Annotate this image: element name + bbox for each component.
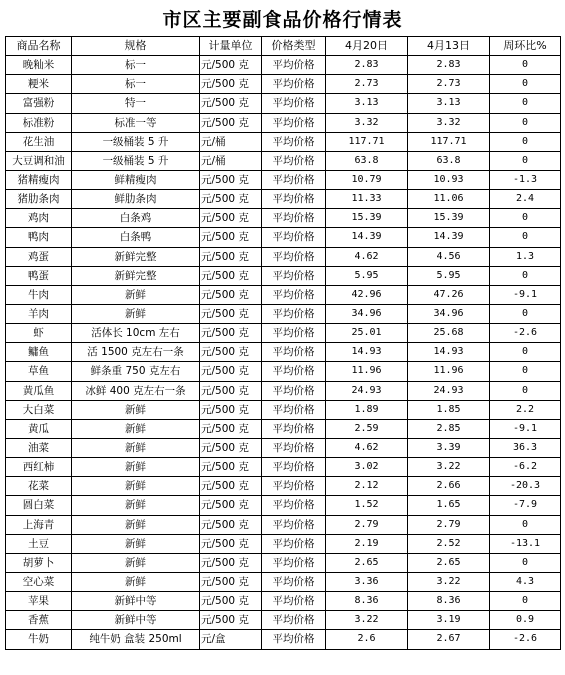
- cell-week-change: 0: [490, 209, 561, 228]
- cell-price-type: 平均价格: [262, 113, 326, 132]
- table-row: [6, 534, 561, 553]
- cell-spec: 新鲜中等: [72, 592, 200, 611]
- cell-unit: 元/500 克: [200, 477, 262, 496]
- cell-price-type: 平均价格: [262, 170, 326, 189]
- cell-price-current: 4.62: [326, 438, 408, 457]
- cell-price-previous: 25.68: [408, 324, 490, 343]
- cell-price-current: 2.79: [326, 515, 408, 534]
- cell-unit: 元/桶: [200, 132, 262, 151]
- cell-product-name: 晚籼米: [6, 56, 72, 75]
- cell-product-name: 花菜: [6, 477, 72, 496]
- cell-spec: 新鲜: [72, 438, 200, 457]
- cell-unit: 元/500 克: [200, 553, 262, 572]
- cell-product-name: 鸡蛋: [6, 247, 72, 266]
- cell-price-previous: 2.83: [408, 56, 490, 75]
- cell-unit: 元/500 克: [200, 438, 262, 457]
- cell-price-previous: 3.19: [408, 611, 490, 630]
- cell-week-change: 0: [490, 592, 561, 611]
- cell-week-change: -2.6: [490, 630, 561, 649]
- cell-spec: 新鲜中等: [72, 611, 200, 630]
- cell-spec: 新鲜: [72, 534, 200, 553]
- table-row: [6, 477, 561, 496]
- cell-price-previous: 4.56: [408, 247, 490, 266]
- cell-price-type: 平均价格: [262, 477, 326, 496]
- cell-product-name: 大白菜: [6, 400, 72, 419]
- cell-spec: 标一: [72, 75, 200, 94]
- cell-unit: 元/500 克: [200, 381, 262, 400]
- cell-unit: 元/500 克: [200, 113, 262, 132]
- cell-price-type: 平均价格: [262, 94, 326, 113]
- cell-unit: 元/盒: [200, 630, 262, 649]
- cell-week-change: 0: [490, 515, 561, 534]
- cell-week-change: 4.3: [490, 572, 561, 591]
- cell-price-previous: 14.39: [408, 228, 490, 247]
- table-header-row: [6, 37, 561, 56]
- cell-price-type: 平均价格: [262, 285, 326, 304]
- cell-price-current: 63.8: [326, 151, 408, 170]
- cell-unit: 元/500 克: [200, 362, 262, 381]
- cell-price-previous: 3.32: [408, 113, 490, 132]
- cell-price-type: 平均价格: [262, 496, 326, 515]
- cell-product-name: 牛肉: [6, 285, 72, 304]
- cell-price-previous: 2.52: [408, 534, 490, 553]
- cell-price-type: 平均价格: [262, 151, 326, 170]
- cell-price-current: 25.01: [326, 324, 408, 343]
- cell-spec: 纯牛奶 盒装 250ml: [72, 630, 200, 649]
- cell-unit: 元/500 克: [200, 209, 262, 228]
- cell-price-previous: 14.93: [408, 343, 490, 362]
- cell-spec: 新鲜: [72, 400, 200, 419]
- cell-unit: 元/500 克: [200, 324, 262, 343]
- cell-week-change: 0: [490, 132, 561, 151]
- cell-product-name: 鳙鱼: [6, 343, 72, 362]
- cell-week-change: -9.1: [490, 419, 561, 438]
- cell-product-name: 香蕉: [6, 611, 72, 630]
- cell-price-type: 平均价格: [262, 343, 326, 362]
- cell-week-change: 0: [490, 381, 561, 400]
- cell-week-change: 0: [490, 56, 561, 75]
- cell-price-previous: 24.93: [408, 381, 490, 400]
- cell-unit: 元/500 克: [200, 285, 262, 304]
- cell-price-current: 2.73: [326, 75, 408, 94]
- cell-price-current: 5.95: [326, 266, 408, 285]
- cell-price-previous: 3.22: [408, 572, 490, 591]
- cell-spec: 一级桶装 5 升: [72, 151, 200, 170]
- cell-unit: 元/500 克: [200, 190, 262, 209]
- cell-unit: 元/500 克: [200, 75, 262, 94]
- cell-price-type: 平均价格: [262, 247, 326, 266]
- cell-unit: 元/500 克: [200, 515, 262, 534]
- cell-product-name: 西红柿: [6, 458, 72, 477]
- cell-price-type: 平均价格: [262, 209, 326, 228]
- cell-week-change: 0: [490, 94, 561, 113]
- cell-price-current: 117.71: [326, 132, 408, 151]
- cell-price-type: 平均价格: [262, 304, 326, 323]
- cell-price-current: 4.62: [326, 247, 408, 266]
- cell-price-previous: 63.8: [408, 151, 490, 170]
- cell-price-previous: 117.71: [408, 132, 490, 151]
- cell-unit: 元/桶: [200, 151, 262, 170]
- cell-price-current: 8.36: [326, 592, 408, 611]
- cell-price-previous: 5.95: [408, 266, 490, 285]
- cell-price-current: 14.93: [326, 343, 408, 362]
- cell-product-name: 黄瓜鱼: [6, 381, 72, 400]
- cell-price-current: 10.79: [326, 170, 408, 189]
- header-unit: 计量单位: [200, 37, 262, 56]
- cell-spec: 特一: [72, 94, 200, 113]
- cell-unit: 元/500 克: [200, 228, 262, 247]
- cell-spec: 新鲜: [72, 304, 200, 323]
- cell-price-previous: 2.73: [408, 75, 490, 94]
- cell-price-previous: 3.39: [408, 438, 490, 457]
- table-row: [6, 304, 561, 323]
- table-row: [6, 343, 561, 362]
- table-row: [6, 630, 561, 649]
- table-row: [6, 170, 561, 189]
- table-row: [6, 56, 561, 75]
- table-row: [6, 266, 561, 285]
- cell-spec: 新鲜: [72, 419, 200, 438]
- cell-unit: 元/500 克: [200, 266, 262, 285]
- cell-week-change: 1.3: [490, 247, 561, 266]
- cell-price-previous: 2.79: [408, 515, 490, 534]
- cell-price-type: 平均价格: [262, 400, 326, 419]
- cell-price-previous: 1.85: [408, 400, 490, 419]
- cell-price-type: 平均价格: [262, 592, 326, 611]
- cell-spec: 新鲜: [72, 496, 200, 515]
- cell-spec: 白条鸡: [72, 209, 200, 228]
- table-row: [6, 611, 561, 630]
- cell-spec: 鲜肋条肉: [72, 190, 200, 209]
- cell-price-current: 2.65: [326, 553, 408, 572]
- cell-price-current: 11.33: [326, 190, 408, 209]
- cell-price-current: 2.12: [326, 477, 408, 496]
- cell-price-current: 3.02: [326, 458, 408, 477]
- cell-spec: 标准一等: [72, 113, 200, 132]
- cell-price-current: 34.96: [326, 304, 408, 323]
- cell-product-name: 大豆调和油: [6, 151, 72, 170]
- cell-week-change: 0.9: [490, 611, 561, 630]
- cell-price-type: 平均价格: [262, 190, 326, 209]
- cell-price-type: 平均价格: [262, 458, 326, 477]
- cell-spec: 白条鸭: [72, 228, 200, 247]
- cell-week-change: -6.2: [490, 458, 561, 477]
- cell-week-change: 2.2: [490, 400, 561, 419]
- cell-week-change: 0: [490, 113, 561, 132]
- cell-unit: 元/500 克: [200, 247, 262, 266]
- cell-product-name: 花生油: [6, 132, 72, 151]
- table-row: [6, 190, 561, 209]
- table-row: [6, 553, 561, 572]
- cell-price-current: 24.93: [326, 381, 408, 400]
- cell-price-type: 平均价格: [262, 324, 326, 343]
- cell-price-current: 1.89: [326, 400, 408, 419]
- cell-spec: 标一: [72, 56, 200, 75]
- cell-unit: 元/500 克: [200, 400, 262, 419]
- cell-week-change: 36.3: [490, 438, 561, 457]
- table-row: [6, 515, 561, 534]
- cell-price-previous: 3.13: [408, 94, 490, 113]
- cell-product-name: 富强粉: [6, 94, 72, 113]
- cell-product-name: 猪精瘦肉: [6, 170, 72, 189]
- cell-price-current: 11.96: [326, 362, 408, 381]
- cell-product-name: 油菜: [6, 438, 72, 457]
- cell-spec: 鲜条重 750 克左右: [72, 362, 200, 381]
- cell-product-name: 空心菜: [6, 572, 72, 591]
- table-row: [6, 285, 561, 304]
- cell-price-type: 平均价格: [262, 75, 326, 94]
- cell-week-change: 0: [490, 228, 561, 247]
- cell-week-change: -1.3: [490, 170, 561, 189]
- cell-week-change: 0: [490, 151, 561, 170]
- cell-spec: 新鲜: [72, 572, 200, 591]
- cell-unit: 元/500 克: [200, 170, 262, 189]
- cell-spec: 新鲜: [72, 515, 200, 534]
- cell-price-previous: 8.36: [408, 592, 490, 611]
- cell-product-name: 胡萝卜: [6, 553, 72, 572]
- table-row: [6, 458, 561, 477]
- price-table: [5, 36, 561, 650]
- cell-unit: 元/500 克: [200, 343, 262, 362]
- cell-product-name: 鸭蛋: [6, 266, 72, 285]
- cell-price-type: 平均价格: [262, 515, 326, 534]
- cell-price-current: 15.39: [326, 209, 408, 228]
- table-row: [6, 113, 561, 132]
- table-row: [6, 209, 561, 228]
- cell-price-previous: 15.39: [408, 209, 490, 228]
- cell-unit: 元/500 克: [200, 458, 262, 477]
- cell-price-previous: 2.65: [408, 553, 490, 572]
- cell-price-type: 平均价格: [262, 553, 326, 572]
- cell-product-name: 黄瓜: [6, 419, 72, 438]
- cell-unit: 元/500 克: [200, 592, 262, 611]
- page-title: 市区主要副食品价格行情表: [162, 8, 403, 31]
- cell-price-type: 平均价格: [262, 56, 326, 75]
- table-row: [6, 228, 561, 247]
- cell-week-change: 0: [490, 553, 561, 572]
- table-row: [6, 247, 561, 266]
- cell-price-current: 2.19: [326, 534, 408, 553]
- cell-week-change: 0: [490, 266, 561, 285]
- cell-product-name: 土豆: [6, 534, 72, 553]
- cell-week-change: 2.4: [490, 190, 561, 209]
- cell-product-name: 苹果: [6, 592, 72, 611]
- cell-price-current: 2.83: [326, 56, 408, 75]
- cell-spec: 活体长 10cm 左右: [72, 324, 200, 343]
- cell-product-name: 鸭肉: [6, 228, 72, 247]
- cell-price-previous: 47.26: [408, 285, 490, 304]
- cell-unit: 元/500 克: [200, 496, 262, 515]
- cell-price-type: 平均价格: [262, 572, 326, 591]
- cell-price-current: 3.32: [326, 113, 408, 132]
- table-row: [6, 94, 561, 113]
- table-row: [6, 572, 561, 591]
- table-row: [6, 419, 561, 438]
- cell-week-change: 0: [490, 362, 561, 381]
- cell-unit: 元/500 克: [200, 419, 262, 438]
- cell-product-name: 羊肉: [6, 304, 72, 323]
- table-row: [6, 592, 561, 611]
- cell-price-previous: 10.93: [408, 170, 490, 189]
- cell-price-current: 3.13: [326, 94, 408, 113]
- cell-spec: 活 1500 克左右一条: [72, 343, 200, 362]
- table-row: [6, 324, 561, 343]
- cell-unit: 元/500 克: [200, 534, 262, 553]
- cell-product-name: 圆白菜: [6, 496, 72, 515]
- cell-price-type: 平均价格: [262, 266, 326, 285]
- cell-week-change: -20.3: [490, 477, 561, 496]
- cell-unit: 元/500 克: [200, 94, 262, 113]
- cell-price-previous: 3.22: [408, 458, 490, 477]
- cell-price-type: 平均价格: [262, 132, 326, 151]
- cell-product-name: 标准粉: [6, 113, 72, 132]
- cell-price-current: 3.36: [326, 572, 408, 591]
- cell-price-current: 2.6: [326, 630, 408, 649]
- cell-unit: 元/500 克: [200, 572, 262, 591]
- cell-product-name: 草鱼: [6, 362, 72, 381]
- cell-price-current: 3.22: [326, 611, 408, 630]
- table-row: [6, 438, 561, 457]
- cell-price-previous: 1.65: [408, 496, 490, 515]
- cell-product-name: 猪肋条肉: [6, 190, 72, 209]
- table-row: [6, 75, 561, 94]
- cell-week-change: -13.1: [490, 534, 561, 553]
- cell-price-current: 2.59: [326, 419, 408, 438]
- cell-product-name: 上海青: [6, 515, 72, 534]
- cell-spec: 新鲜: [72, 285, 200, 304]
- cell-price-previous: 34.96: [408, 304, 490, 323]
- cell-price-type: 平均价格: [262, 381, 326, 400]
- cell-price-previous: 11.06: [408, 190, 490, 209]
- cell-spec: 冰鲜 400 克左右一条: [72, 381, 200, 400]
- header-week-change: 周环比%: [490, 37, 561, 56]
- cell-price-current: 42.96: [326, 285, 408, 304]
- cell-week-change: -9.1: [490, 285, 561, 304]
- cell-week-change: 0: [490, 304, 561, 323]
- table-row: [6, 496, 561, 515]
- cell-product-name: 虾: [6, 324, 72, 343]
- cell-spec: 新鲜完整: [72, 247, 200, 266]
- cell-price-type: 平均价格: [262, 534, 326, 553]
- cell-spec: 新鲜: [72, 477, 200, 496]
- header-spec: 规格: [72, 37, 200, 56]
- cell-spec: 新鲜: [72, 458, 200, 477]
- cell-price-current: 14.39: [326, 228, 408, 247]
- table-row: [6, 381, 561, 400]
- cell-spec: 鲜精瘦肉: [72, 170, 200, 189]
- table-row: [6, 400, 561, 419]
- cell-price-type: 平均价格: [262, 362, 326, 381]
- cell-unit: 元/500 克: [200, 611, 262, 630]
- table-body: [6, 56, 561, 649]
- cell-product-name: 鸡肉: [6, 209, 72, 228]
- cell-price-current: 1.52: [326, 496, 408, 515]
- cell-price-previous: 11.96: [408, 362, 490, 381]
- cell-price-type: 平均价格: [262, 611, 326, 630]
- header-date-current: 4月20日: [326, 37, 408, 56]
- cell-product-name: 粳米: [6, 75, 72, 94]
- cell-price-previous: 2.85: [408, 419, 490, 438]
- cell-week-change: 0: [490, 343, 561, 362]
- table-row: [6, 151, 561, 170]
- cell-product-name: 牛奶: [6, 630, 72, 649]
- cell-spec: 一级桶装 5 升: [72, 132, 200, 151]
- cell-price-previous: 2.66: [408, 477, 490, 496]
- table-row: [6, 132, 561, 151]
- cell-spec: 新鲜完整: [72, 266, 200, 285]
- cell-price-type: 平均价格: [262, 630, 326, 649]
- cell-price-previous: 2.67: [408, 630, 490, 649]
- cell-spec: 新鲜: [72, 553, 200, 572]
- table-row: [6, 362, 561, 381]
- cell-unit: 元/500 克: [200, 304, 262, 323]
- header-price-type: 价格类型: [262, 37, 326, 56]
- header-date-previous: 4月13日: [408, 37, 490, 56]
- cell-price-type: 平均价格: [262, 228, 326, 247]
- cell-unit: 元/500 克: [200, 56, 262, 75]
- cell-price-type: 平均价格: [262, 438, 326, 457]
- cell-week-change: -7.9: [490, 496, 561, 515]
- cell-week-change: -2.6: [490, 324, 561, 343]
- header-name: 商品名称: [6, 37, 72, 56]
- cell-week-change: 0: [490, 75, 561, 94]
- cell-price-type: 平均价格: [262, 419, 326, 438]
